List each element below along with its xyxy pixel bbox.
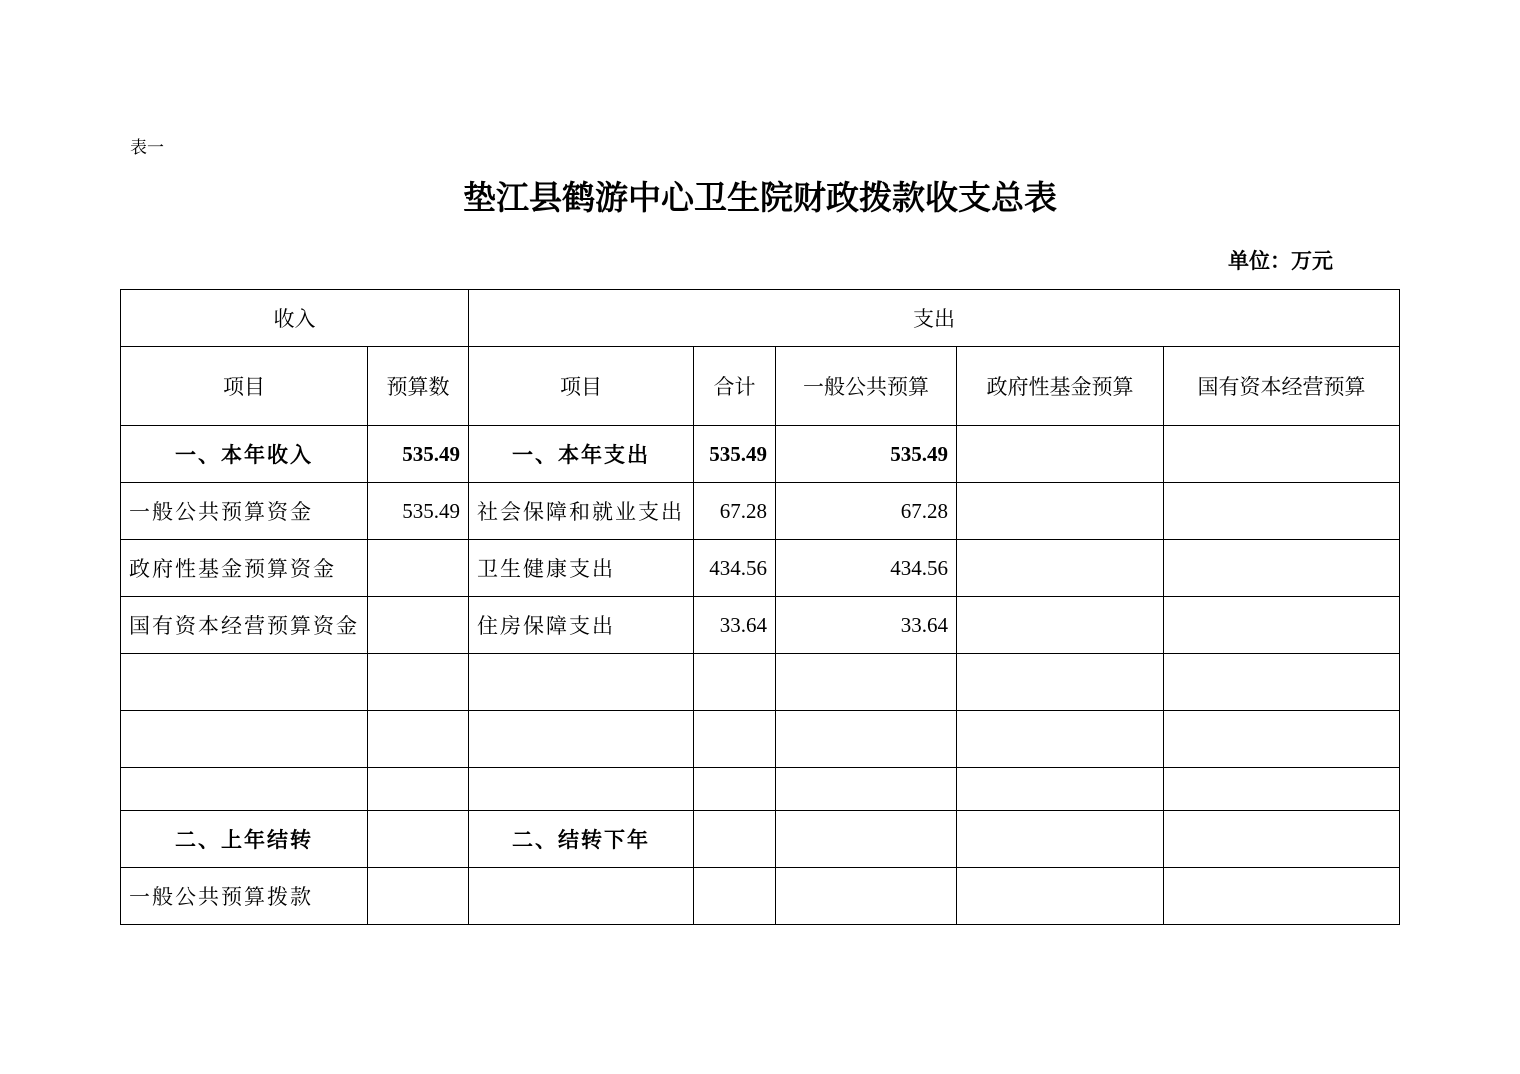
general-cell: 434.56 (776, 540, 957, 597)
gov-fund-cell (957, 868, 1164, 925)
gov-fund-cell (957, 426, 1164, 483)
general-cell (776, 868, 957, 925)
income-item-cell: 一、本年收入 (121, 426, 368, 483)
col-expense-item: 项目 (469, 347, 694, 426)
table-row (121, 540, 1400, 597)
income-item-cell: 一般公共预算拨款 (121, 868, 368, 925)
income-budget-cell (368, 811, 469, 868)
empty-cell (469, 711, 694, 768)
income-budget-cell (368, 540, 469, 597)
income-item-cell: 国有资本经营预算资金 (121, 597, 368, 654)
state-capital-cell (1164, 868, 1400, 925)
state-capital-cell (1164, 540, 1400, 597)
header-row-top (121, 290, 1400, 347)
unit-label: 单位：万元 (1228, 248, 1333, 273)
total-cell: 33.64 (694, 597, 776, 654)
table-row-carryover (121, 811, 1400, 868)
income-header: 收入 (121, 290, 469, 347)
empty-cell (469, 768, 694, 811)
empty-cell (368, 711, 469, 768)
empty-cell (957, 768, 1164, 811)
empty-cell (368, 654, 469, 711)
expense-item-cell: 二、结转下年 (469, 811, 694, 868)
total-cell: 535.49 (694, 426, 776, 483)
col-state-capital-budget: 国有资本经营预算 (1164, 347, 1400, 426)
general-cell: 33.64 (776, 597, 957, 654)
gov-fund-cell (957, 811, 1164, 868)
total-cell: 434.56 (694, 540, 776, 597)
empty-cell (776, 654, 957, 711)
empty-cell (121, 768, 368, 811)
col-gov-fund-budget: 政府性基金预算 (957, 347, 1164, 426)
empty-cell (776, 711, 957, 768)
table-row-empty (121, 654, 1400, 711)
expense-item-cell: 社会保障和就业支出 (469, 483, 694, 540)
empty-cell (469, 654, 694, 711)
gov-fund-cell (957, 597, 1164, 654)
total-cell (694, 868, 776, 925)
col-income-item: 项目 (121, 347, 368, 426)
total-cell: 67.28 (694, 483, 776, 540)
col-total: 合计 (694, 347, 776, 426)
expense-header: 支出 (469, 290, 1400, 347)
empty-cell (121, 711, 368, 768)
income-item-cell: 政府性基金预算资金 (121, 540, 368, 597)
gov-fund-cell (957, 483, 1164, 540)
table-row (121, 868, 1400, 925)
state-capital-cell (1164, 811, 1400, 868)
general-cell: 535.49 (776, 426, 957, 483)
table-row (121, 597, 1400, 654)
table-row (121, 483, 1400, 540)
income-budget-cell: 535.49 (368, 483, 469, 540)
table-row-empty (121, 768, 1400, 811)
total-cell (694, 811, 776, 868)
col-general-budget: 一般公共预算 (776, 347, 957, 426)
expense-item-cell: 卫生健康支出 (469, 540, 694, 597)
table-label: 表一 (130, 138, 164, 158)
empty-cell (694, 711, 776, 768)
col-income-budget: 预算数 (368, 347, 469, 426)
empty-cell (368, 768, 469, 811)
state-capital-cell (1164, 483, 1400, 540)
income-item-cell: 二、上年结转 (121, 811, 368, 868)
empty-cell (776, 768, 957, 811)
state-capital-cell (1164, 597, 1400, 654)
table-row-current-year (121, 426, 1400, 483)
header-row-columns (121, 347, 1400, 426)
empty-cell (1164, 768, 1400, 811)
empty-cell (1164, 654, 1400, 711)
income-budget-cell (368, 868, 469, 925)
empty-cell (1164, 711, 1400, 768)
expense-item-cell: 住房保障支出 (469, 597, 694, 654)
budget-table (120, 289, 1400, 925)
empty-cell (957, 654, 1164, 711)
income-item-cell: 一般公共预算资金 (121, 483, 368, 540)
income-budget-cell: 535.49 (368, 426, 469, 483)
expense-item-cell (469, 868, 694, 925)
table-row-empty (121, 711, 1400, 768)
empty-cell (694, 768, 776, 811)
gov-fund-cell (957, 540, 1164, 597)
general-cell: 67.28 (776, 483, 957, 540)
income-budget-cell (368, 597, 469, 654)
empty-cell (694, 654, 776, 711)
empty-cell (121, 654, 368, 711)
empty-cell (957, 711, 1164, 768)
general-cell (776, 811, 957, 868)
state-capital-cell (1164, 426, 1400, 483)
expense-item-cell: 一、本年支出 (469, 426, 694, 483)
page-title: 垫江县鹤游中心卫生院财政拨款收支总表 (463, 178, 1057, 217)
